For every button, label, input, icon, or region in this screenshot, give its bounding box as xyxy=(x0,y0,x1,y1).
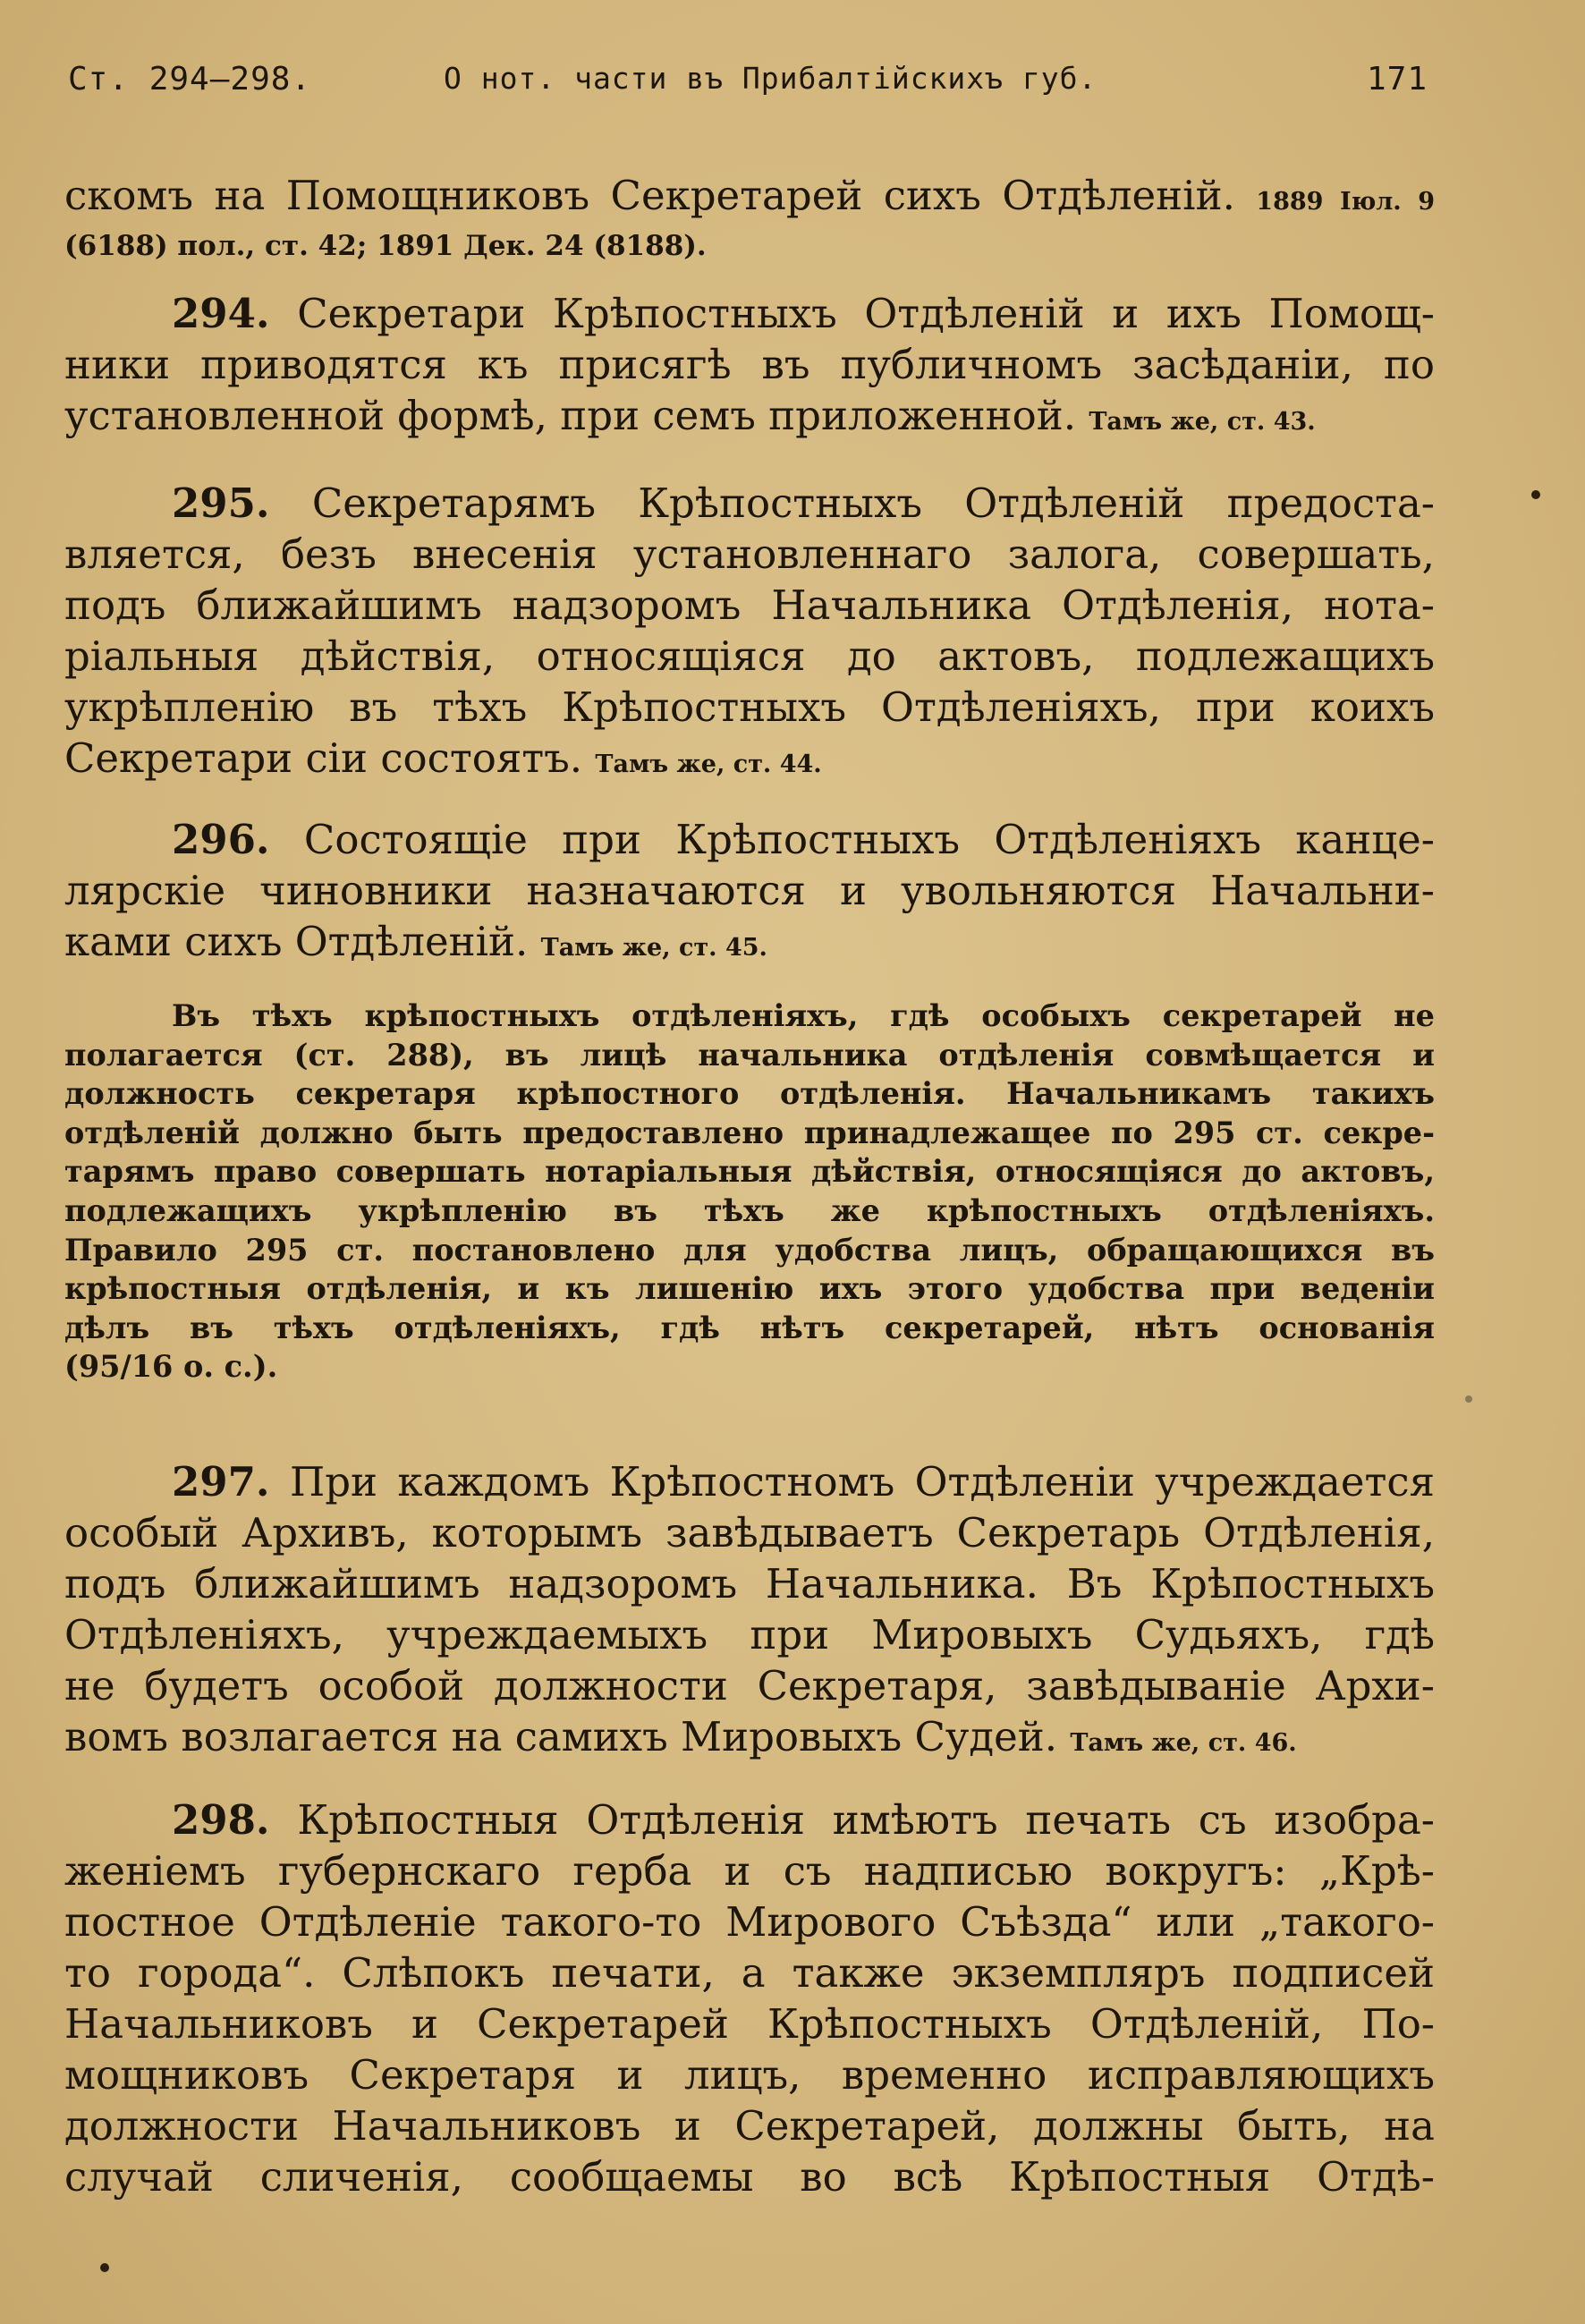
note-line: полагается (ст. 288), въ лицѣ начальника отдѣленія совмѣщается и xyxy=(64,1037,1435,1073)
text-line: ники приводятся къ присягѣ въ публичномъ засѣданіи, по xyxy=(64,341,1435,388)
text-line: ками сихъ Отдѣленій. Тамъ же, ст. 45. xyxy=(64,918,767,965)
article-294 xyxy=(64,288,1435,441)
commentary-note xyxy=(64,997,1435,1387)
citation: Тамъ же, ст. 43. xyxy=(1089,408,1316,436)
text-line: 298. Крѣпостныя Отдѣленія имѣютъ печать съ изобра- xyxy=(172,1796,1435,1844)
article-number: 294. xyxy=(172,290,270,337)
text-line: скомъ на Помощниковъ Секретарей сихъ Отдѣленій. 1889 Іюл. 9 xyxy=(64,172,1435,219)
text-line: Начальниковъ и Секретарей Крѣпостныхъ Отдѣленій, По- xyxy=(64,2000,1435,2048)
text-line: то города“. Слѣпокъ печати, а также экземпляръ подписей xyxy=(64,1949,1435,1997)
article-298 xyxy=(64,1794,1435,2202)
note-line: (95/16 о. с.). xyxy=(64,1349,278,1385)
text-line: лярскіе чиновники назначаются и увольняются Начальни- xyxy=(64,867,1435,914)
text-line: Отдѣленіяхъ, учреждаемыхъ при Мировыхъ Судьяхъ, гдѣ xyxy=(64,1611,1435,1658)
text-line: случай сличенія, сообщаемы во всѣ Крѣпостныя Отдѣ- xyxy=(64,2153,1435,2201)
note-line: отдѣленій должно быть предоставлено принадлежащее по 295 ст. секре- xyxy=(64,1115,1435,1150)
running-title: О нот. части въ Прибалтійскихъ губ. xyxy=(444,61,1098,96)
note-line: крѣпостныя отдѣленія, и къ лишенію ихъ этого удобства при веденіи xyxy=(64,1271,1435,1307)
page-number: 171 xyxy=(1366,61,1428,98)
text-line: 297. При каждомъ Крѣпостномъ Отдѣленіи учреждается xyxy=(172,1458,1435,1506)
article-297 xyxy=(64,1456,1435,1762)
text-line: укрѣпленію въ тѣхъ Крѣпостныхъ Отдѣленіяхъ, при коихъ xyxy=(64,683,1435,731)
note-line: тарямъ право совершать нотаріальныя дѣйствія, относящіяся до актовъ, xyxy=(64,1154,1435,1190)
text-line: женіемъ губернскаго герба и съ надписью вокругъ: „Крѣ- xyxy=(64,1847,1435,1895)
text-line: мощниковъ Секретаря и лицъ, временно исправляющихъ xyxy=(64,2051,1435,2099)
running-header xyxy=(68,61,1428,106)
article-number: 295. xyxy=(172,479,270,527)
citation: Тамъ же, ст. 45. xyxy=(540,934,767,962)
note-line: Въ тѣхъ крѣпостныхъ отдѣленіяхъ, гдѣ особыхъ секретарей не xyxy=(172,998,1435,1033)
note-line: дѣлъ въ тѣхъ отдѣленіяхъ, гдѣ нѣтъ секретарей, нѣтъ основанія xyxy=(64,1310,1435,1345)
text-line: подъ ближайшимъ надзоромъ Начальника Отдѣленія, нота- xyxy=(64,581,1435,629)
article-295 xyxy=(64,478,1435,784)
text-line: вомъ возлагается на самихъ Мировыхъ Судей. Тамъ же, ст. 46. xyxy=(64,1713,1297,1760)
text-line: особый Архивъ, которымъ завѣдываетъ Секретарь Отдѣленія, xyxy=(64,1509,1435,1556)
text-line: не будетъ особой должности Секретаря, завѣдываніе Архи- xyxy=(64,1662,1435,1709)
article-number: 296. xyxy=(172,816,270,863)
note-line: подлежащихъ укрѣпленію въ тѣхъ же крѣпостныхъ отдѣленіяхъ. xyxy=(64,1192,1435,1228)
article-number: 298. xyxy=(172,1796,270,1844)
text-line: подъ ближайшимъ надзоромъ Начальника. Въ Крѣпостныхъ xyxy=(64,1560,1435,1607)
text-line: вляется, безъ внесенія установленнаго залога, совершать, xyxy=(64,530,1435,578)
text-line: ріальныя дѣйствія, относящіяся до актовъ, подлежащихъ xyxy=(64,632,1435,680)
text-line: 296. Состоящіе при Крѣпостныхъ Отдѣленіяхъ канце- xyxy=(172,816,1435,863)
citation: Тамъ же, ст. 44. xyxy=(595,751,822,778)
text-line: 294. Секретари Крѣпостныхъ Отдѣленій и ихъ Помощ- xyxy=(172,290,1435,337)
continued-paragraph xyxy=(64,170,1435,272)
print-speck xyxy=(1465,1395,1472,1403)
text-line: должности Начальниковъ и Секретарей, должны быть, на xyxy=(64,2102,1435,2150)
text-line: 295. Секретарямъ Крѣпостныхъ Отдѣленій предоста- xyxy=(172,479,1435,527)
text-line: Секретари сіи состоятъ. Тамъ же, ст. 44. xyxy=(64,734,822,782)
article-number: 297. xyxy=(172,1458,270,1506)
article-296 xyxy=(64,814,1435,967)
article-range: Ст. 294—298. xyxy=(68,61,312,98)
text-line: постное Отдѣленіе такого-то Мирового Съѣзда“ или „такого- xyxy=(64,1898,1435,1946)
print-speck xyxy=(1531,490,1540,499)
citation: Тамъ же, ст. 46. xyxy=(1070,1729,1297,1757)
citation-line: (6188) пол., ст. 42; 1891 Дек. 24 (8188). xyxy=(64,230,707,262)
note-line: Правило 295 ст. постановлено для удобства лицъ, обращающихся въ xyxy=(64,1232,1435,1268)
note-line: должность секретаря крѣпостного отдѣленія. Начальникамъ такихъ xyxy=(64,1076,1435,1112)
print-speck xyxy=(100,2263,109,2272)
text-line: установленной формѣ, при семъ приложенной. Тамъ же, ст. 43. xyxy=(64,392,1316,439)
